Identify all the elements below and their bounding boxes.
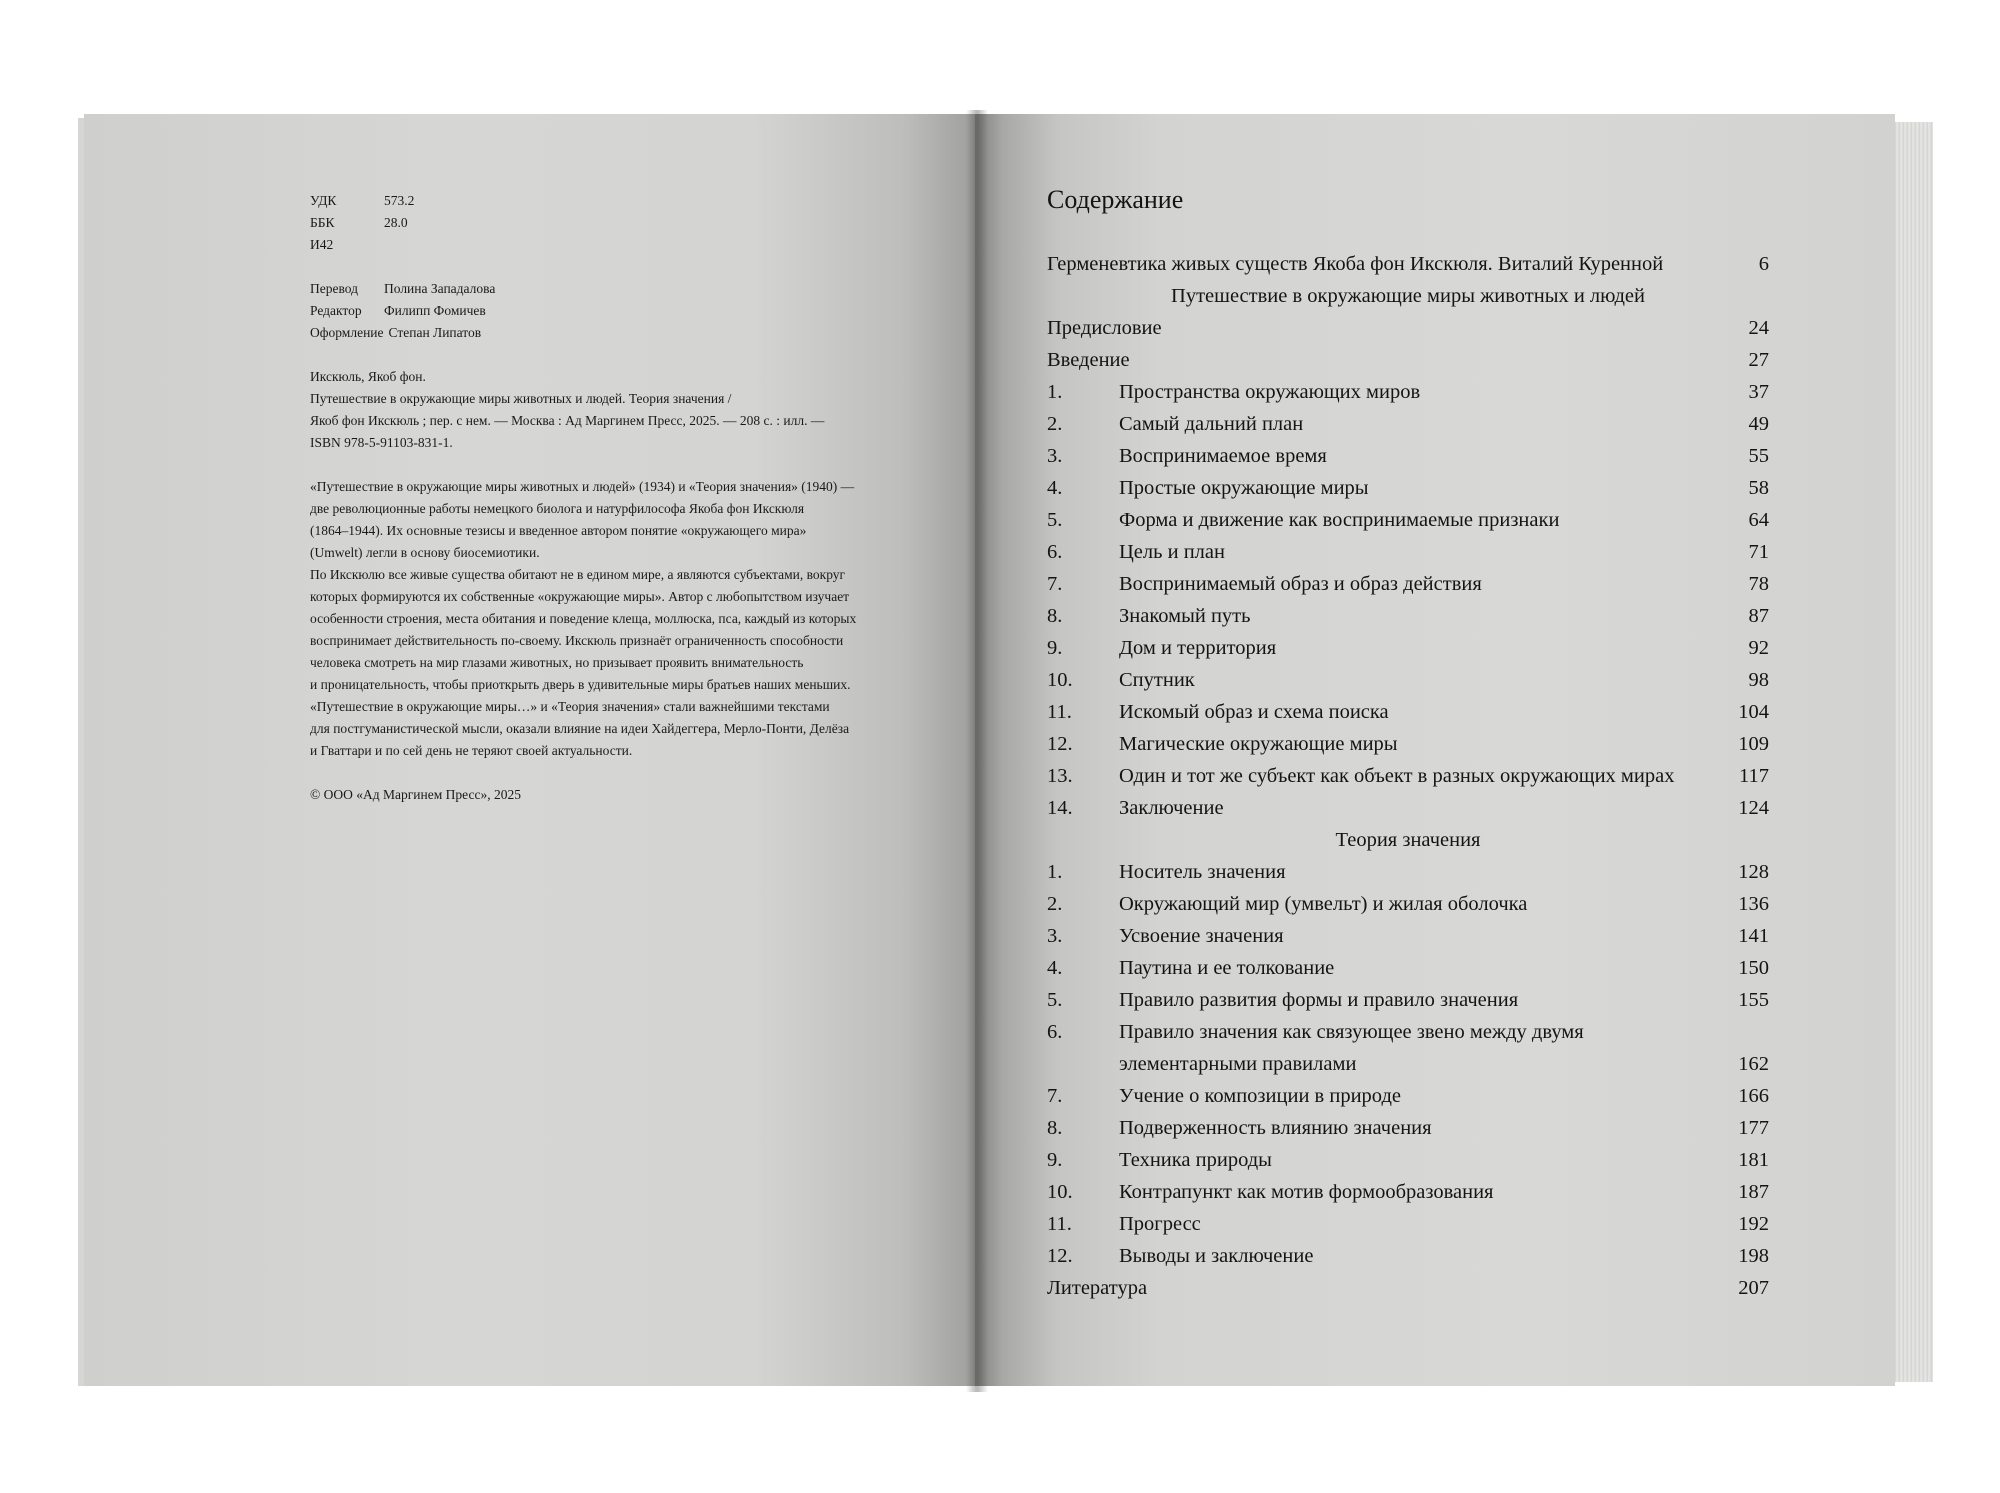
toc-entry-number: 7. (1047, 1085, 1063, 1107)
toc-page-number: 155 (1738, 989, 1769, 1011)
classification-key: И42 (310, 237, 334, 252)
toc-page-number: 37 (1748, 381, 1769, 403)
annotation-line: которых формируются их собственные «окружающие миры». Автор с любопытством изучает (310, 589, 850, 604)
annotation-line: особенности строения, места обитания и поведение клеща, моллюска, пса, каждый из которых (310, 611, 857, 626)
toc-entry-title: Контрапункт как мотив формообразования (1119, 1181, 1494, 1203)
toc-entry (1047, 728, 1769, 760)
credit-row (310, 300, 910, 322)
toc-page-number: 27 (1748, 349, 1769, 371)
credit-person: Филипп Фомичев (384, 303, 486, 318)
toc-entry-number: 2. (1047, 413, 1063, 435)
toc-page-number: 104 (1738, 701, 1769, 723)
toc-entry-number: 1. (1047, 861, 1063, 883)
toc-entry (1047, 248, 1769, 280)
toc-entry-title: Пространства окружающих миров (1119, 381, 1421, 403)
toc-entry-number: 10. (1047, 669, 1073, 691)
toc-page-number: 128 (1738, 861, 1769, 883)
toc-page-number: 192 (1738, 1213, 1769, 1235)
toc-entry (1047, 1144, 1769, 1176)
credit-person: Полина Западалова (384, 281, 496, 296)
toc-list (1047, 248, 1769, 1304)
toc-part-title: Путешествие в окружающие миры животных и людей (1171, 285, 1645, 307)
toc-entry (1047, 664, 1769, 696)
classification-key: УДК (310, 193, 337, 208)
toc-entry-number: 5. (1047, 509, 1063, 531)
annotation-line: (Umwelt) легли в основу биосемиотики. (310, 545, 540, 560)
bib-line: Путешествие в окружающие миры животных и людей. Теория значения / (310, 391, 732, 406)
classification-row (310, 234, 910, 256)
toc-entry-number: 12. (1047, 733, 1073, 755)
toc-entry (1047, 1048, 1769, 1080)
toc-entry-title: Воспринимаемый образ и образ действия (1119, 573, 1482, 595)
toc-entry-number: 12. (1047, 1245, 1073, 1267)
toc-entry-title: Спутник (1119, 669, 1195, 691)
toc-entry-number: 11. (1047, 1213, 1072, 1235)
toc-entry (1047, 856, 1769, 888)
toc-entry (1047, 920, 1769, 952)
toc-entry-number: 4. (1047, 477, 1063, 499)
toc-entry-number: 6. (1047, 541, 1063, 563)
toc-entry-title: Учение о композиции в природе (1119, 1085, 1401, 1107)
toc-entry-number: 4. (1047, 957, 1063, 979)
toc-entry (1047, 1240, 1769, 1272)
credit-person: Степан Липатов (388, 325, 482, 340)
annotation-line: и Гваттари и по сей день не теряют своей актуальности. (310, 743, 633, 758)
toc-entry-number: 2. (1047, 893, 1063, 915)
toc-entry-title: Один и тот же субъект как объект в разных окружающих мирах (1119, 765, 1675, 787)
toc-page-number: 150 (1738, 957, 1769, 979)
toc-page-number: 136 (1738, 893, 1769, 915)
toc-entry-number: 8. (1047, 1117, 1063, 1139)
annotation-line: «Путешествие в окружающие миры…» и «Теория значения» стали важнейшими текстами (310, 699, 830, 714)
toc-page-number: 141 (1738, 925, 1769, 947)
toc-entry-title: Дом и территория (1119, 637, 1277, 659)
toc-entry-title: Искомый образ и схема поиска (1119, 701, 1389, 723)
bib-line: Якоб фон Икскюль ; пер. с нем. — Москва : Ад Маргинем Пресс, 2025. — 208 с. : илл. — (310, 413, 825, 428)
toc-entry-title: Техника природы (1119, 1149, 1272, 1171)
toc-entry-title: Воспринимаемое время (1119, 445, 1327, 467)
toc-entry-number: 7. (1047, 573, 1063, 595)
toc-page-number: 98 (1748, 669, 1769, 691)
toc-entry-title: Прогресс (1119, 1213, 1201, 1235)
toc-entry-title: Подверженность влиянию значения (1119, 1117, 1432, 1139)
credit-role: Перевод (310, 281, 358, 296)
toc-entry-number: 6. (1047, 1021, 1063, 1043)
toc-entry-title: Носитель значения (1119, 861, 1286, 883)
toc-page-number: 71 (1748, 541, 1769, 563)
toc-entry-number: 1. (1047, 381, 1063, 403)
bibliographic-record (310, 366, 910, 454)
toc-entry (1047, 888, 1769, 920)
credit-row (310, 278, 910, 300)
toc-page-number: 87 (1748, 605, 1769, 627)
toc-page-number: 78 (1748, 573, 1769, 595)
toc-page-number: 181 (1738, 1149, 1769, 1171)
toc-entry-number: 13. (1047, 765, 1073, 787)
toc-part-heading (1047, 824, 1769, 856)
annotation-line: воспринимает действительность по-своему. Икскюль признаёт ограниченность способности (310, 633, 844, 648)
table-of-contents (1047, 172, 1769, 1304)
toc-entry (1047, 472, 1769, 504)
bib-line: Икскюль, Якоб фон. (310, 369, 426, 384)
toc-entry-number: 14. (1047, 797, 1073, 819)
toc-page-number: 187 (1738, 1181, 1769, 1203)
annotation-line: и проницательность, чтобы приоткрыть дверь в удивительные миры братьев наших меньших. (310, 677, 851, 692)
toc-entry (1047, 1176, 1769, 1208)
toc-entry-title: Предисловие (1047, 317, 1162, 339)
annotation (310, 476, 910, 762)
toc-entry-title: Усвоение значения (1119, 925, 1284, 947)
annotation-line: человека смотреть на мир глазами животных, но призывает проявить внимательность (310, 655, 804, 670)
annotation-line: (1864–1944). Их основные тезисы и введенное автором понятие «окружающего мира» (310, 523, 807, 538)
toc-page-number: 207 (1738, 1277, 1769, 1299)
toc-entry-title: Паутина и ее толкование (1119, 957, 1335, 979)
toc-entry-number: 10. (1047, 1181, 1073, 1203)
book-gutter (966, 110, 988, 1392)
annotation-line: По Икскюлю все живые существа обитают не в едином мире, а являются субъектами, вокруг (310, 567, 846, 582)
toc-entry-title: Правило развития формы и правило значения (1119, 989, 1519, 1011)
toc-page-number: 198 (1738, 1245, 1769, 1267)
credit-row (310, 322, 910, 344)
toc-entry (1047, 1272, 1769, 1304)
toc-entry-title: Заключение (1119, 797, 1224, 819)
toc-page-number: 58 (1748, 477, 1769, 499)
classification-row (310, 190, 910, 212)
toc-entry-title: Простые окружающие миры (1119, 477, 1369, 499)
imprint-page (310, 190, 910, 806)
credit-role: Редактор (310, 303, 362, 318)
toc-entry-title: Магические окружающие миры (1119, 733, 1398, 755)
toc-entry-title: Самый дальний план (1119, 413, 1304, 435)
toc-page-number: 177 (1738, 1117, 1769, 1139)
toc-page-number: 166 (1738, 1085, 1769, 1107)
toc-entry-title: Введение (1047, 349, 1130, 371)
classification-value: 28.0 (384, 215, 408, 230)
toc-entry-title: Правило значения как связующее звено между двумя (1119, 1021, 1584, 1043)
classification-key: ББК (310, 215, 335, 230)
toc-page-number: 162 (1738, 1053, 1769, 1075)
toc-page-number: 6 (1758, 253, 1769, 275)
toc-entry (1047, 376, 1769, 408)
toc-entry (1047, 952, 1769, 984)
toc-page-number: 124 (1738, 797, 1769, 819)
annotation-line: две революционные работы немецкого биолога и натурфилософа Якоба фон Икскюля (310, 501, 805, 516)
toc-entry-title: элементарными правилами (1119, 1053, 1357, 1075)
toc-page-number: 109 (1738, 733, 1769, 755)
toc-page-number: 24 (1748, 317, 1769, 339)
credits-block (310, 278, 910, 344)
toc-entry-number: 8. (1047, 605, 1063, 627)
toc-entry (1047, 760, 1769, 792)
toc-entry (1047, 440, 1769, 472)
toc-part-title: Теория значения (1335, 829, 1481, 851)
toc-entry (1047, 408, 1769, 440)
toc-entry-title: Герменевтика живых существ Якоба фон Икскюля. Виталий Куренной (1047, 253, 1664, 275)
toc-entry-title: Знакомый путь (1119, 605, 1251, 627)
toc-title: Содержание (1047, 185, 1184, 214)
toc-entry-title: Цель и план (1119, 541, 1225, 563)
copyright-notice: © ООО «Ад Маргинем Пресс», 2025 (310, 787, 521, 802)
toc-entry (1047, 696, 1769, 728)
toc-entry (1047, 984, 1769, 1016)
toc-entry-number: 11. (1047, 701, 1072, 723)
toc-entry (1047, 1112, 1769, 1144)
toc-page-number: 49 (1748, 413, 1769, 435)
classification-block (310, 190, 910, 256)
toc-entry (1047, 600, 1769, 632)
toc-entry (1047, 632, 1769, 664)
toc-entry-number: 5. (1047, 989, 1063, 1011)
toc-page-number: 64 (1748, 509, 1769, 531)
toc-page-number: 55 (1748, 445, 1769, 467)
classification-row (310, 212, 910, 234)
toc-part-heading (1047, 280, 1769, 312)
toc-entry (1047, 1208, 1769, 1240)
toc-entry-number: 9. (1047, 637, 1063, 659)
classification-value: 573.2 (384, 193, 415, 208)
toc-entry (1047, 792, 1769, 824)
toc-entry (1047, 344, 1769, 376)
annotation-line: «Путешествие в окружающие миры животных и людей» (1934) и «Теория значения» (1940) — (310, 479, 855, 494)
toc-entry-title: Выводы и заключение (1119, 1245, 1314, 1267)
toc-page-number: 92 (1748, 637, 1769, 659)
toc-entry (1047, 312, 1769, 344)
toc-entry (1047, 536, 1769, 568)
toc-entry-title: Литература (1047, 1277, 1148, 1299)
toc-entry (1047, 568, 1769, 600)
toc-entry-number: 3. (1047, 445, 1063, 467)
toc-entry (1047, 1080, 1769, 1112)
toc-entry (1047, 504, 1769, 536)
toc-page-number: 117 (1739, 765, 1769, 787)
toc-entry-title: Форма и движение как воспринимаемые признаки (1119, 509, 1560, 531)
toc-entry-title: Окружающий мир (умвельт) и жилая оболочка (1119, 893, 1528, 915)
bib-line: ISBN 978-5-91103-831-1. (310, 435, 453, 450)
toc-entry-number: 9. (1047, 1149, 1063, 1171)
credit-role: Оформление (310, 325, 384, 340)
toc-entry (1047, 1016, 1769, 1048)
toc-entry-number: 3. (1047, 925, 1063, 947)
annotation-line: для постгуманистической мысли, оказали влияние на идеи Хайдеггера, Мерло-Понти, Делёза (310, 721, 850, 736)
